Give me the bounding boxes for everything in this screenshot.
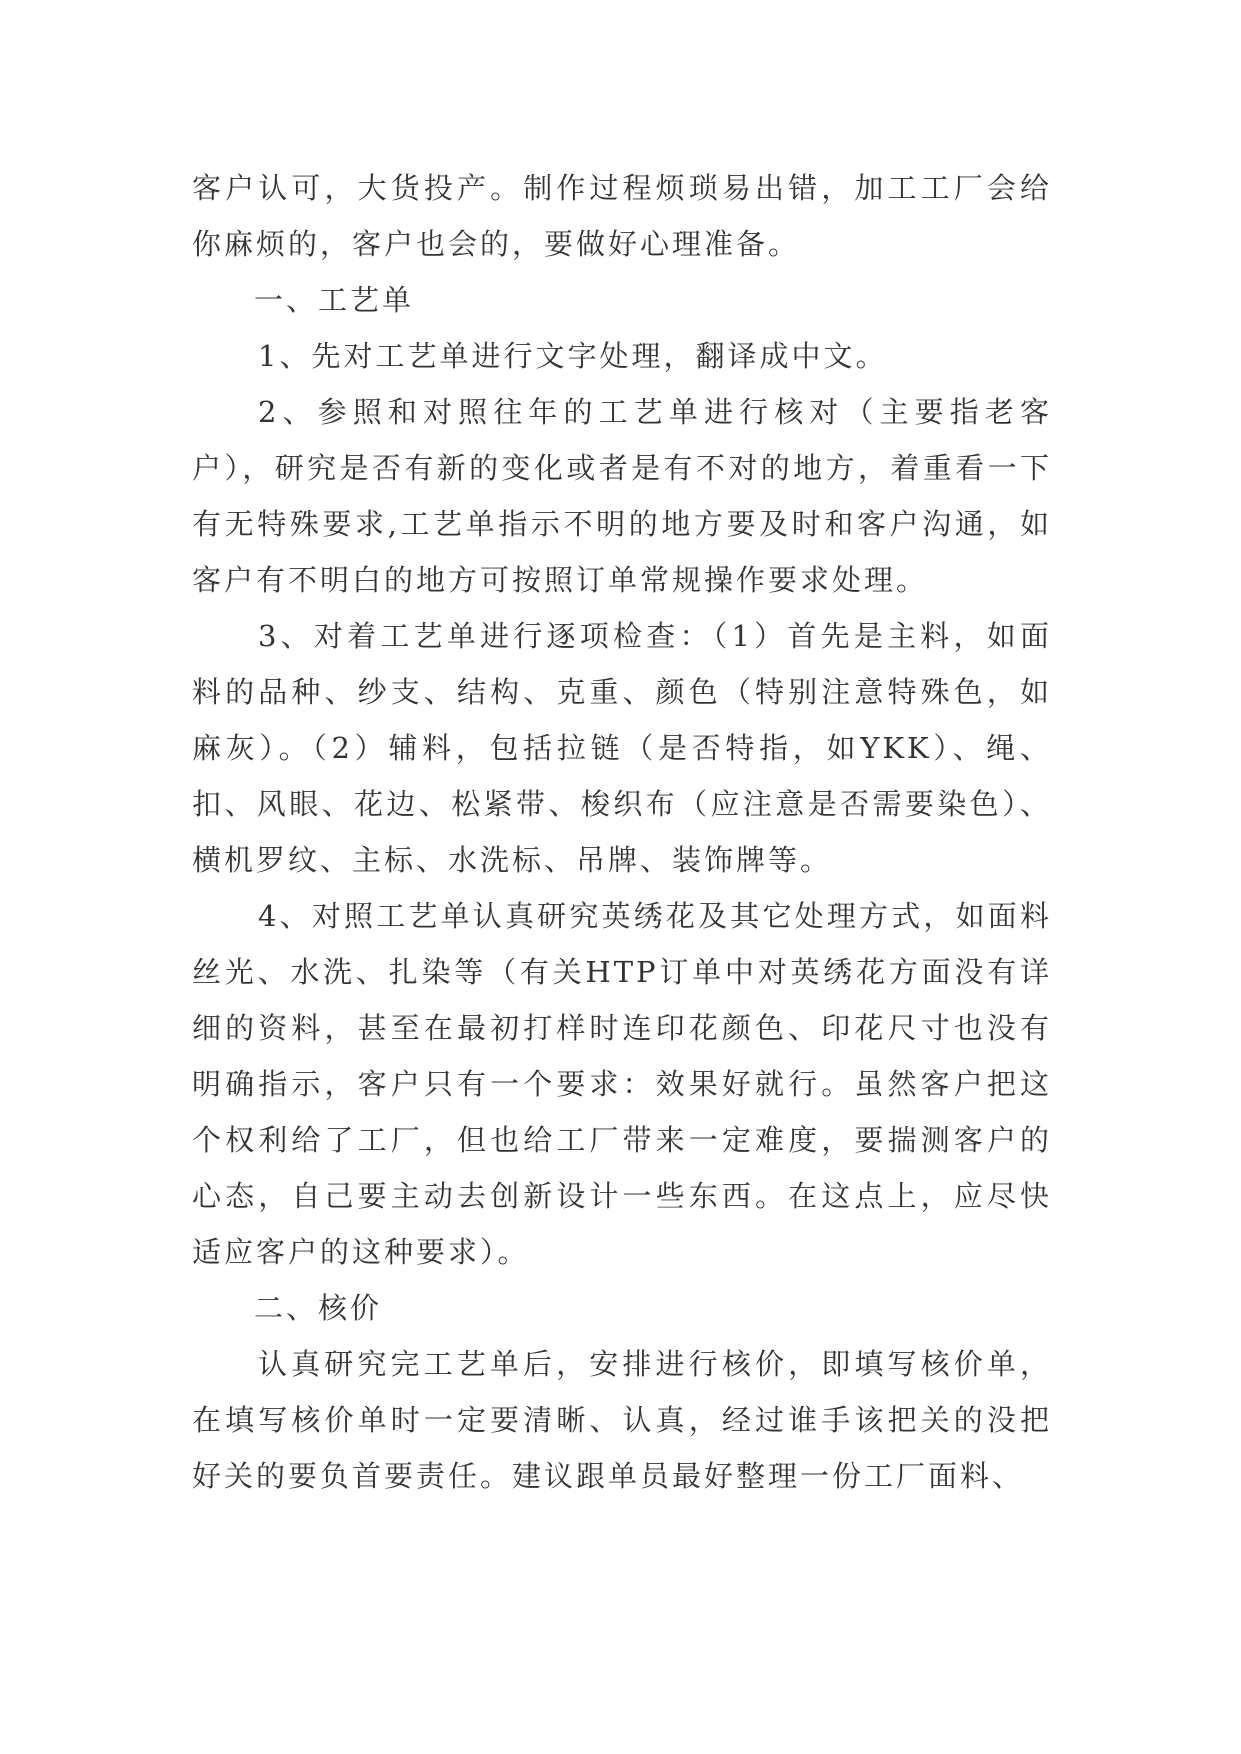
paragraph-item-3: 3、对着工艺单进行逐项检查：（1）首先是主料，如面料的品种、纱支、结构、克重、颜色（特别注意特殊色，如麻灰）。（2）辅料，包括拉链（是否特指，如YKK）、绳、扣、风眼、花边、松紧带、梭织布（应注意是否需要染色）、横机罗纹、主标、水洗标、吊牌、装饰牌等。 <box>192 619 1052 877</box>
section-heading-1: 一、工艺单 <box>254 283 415 317</box>
paragraph-item-1: 1、先对工艺单进行文字处理，翻译成中文。 <box>258 339 888 373</box>
paragraph-intro: 客户认可，大货投产。制作过程烦琐易出错，加工工厂会给你麻烦的，客户也会的，要做好心理准备。 <box>192 171 1052 261</box>
paragraph-item-2: 2、参照和对照往年的工艺单进行核对（主要指老客户），研究是否有新的变化或者是有不对的地方，着重看一下有无特殊要求,工艺单指示不明的地方要及时和客户沟通，如客户有不明白的地方可按照订单常规操作要求处理。 <box>192 395 1052 597</box>
paragraph-pricing: 认真研究完工艺单后，安排进行核价，即填写核价单，在填写核价单时一定要清晰、认真，经过谁手该把关的没把好关的要负首要责任。建议跟单员最好整理一份工厂面料、 <box>192 1347 1052 1493</box>
document-body <box>192 160 1052 1504</box>
paragraph-item-4: 4、对照工艺单认真研究英绣花及其它处理方式，如面料丝光、水洗、扎染等（有关HTP订单中对英绣花方面没有详细的资料，甚至在最初打样时连印花颜色、印花尺寸也没有明确指示，客户只有一个要求：效果好就行。虽然客户把这个权利给了工厂，但也给工厂带来一定难度，要揣测客户的心态，自己要主动去创新设计一些东西。在这点上，应尽快适应客户的这种要求）。 <box>192 899 1052 1269</box>
section-heading-2: 二、核价 <box>254 1291 383 1325</box>
